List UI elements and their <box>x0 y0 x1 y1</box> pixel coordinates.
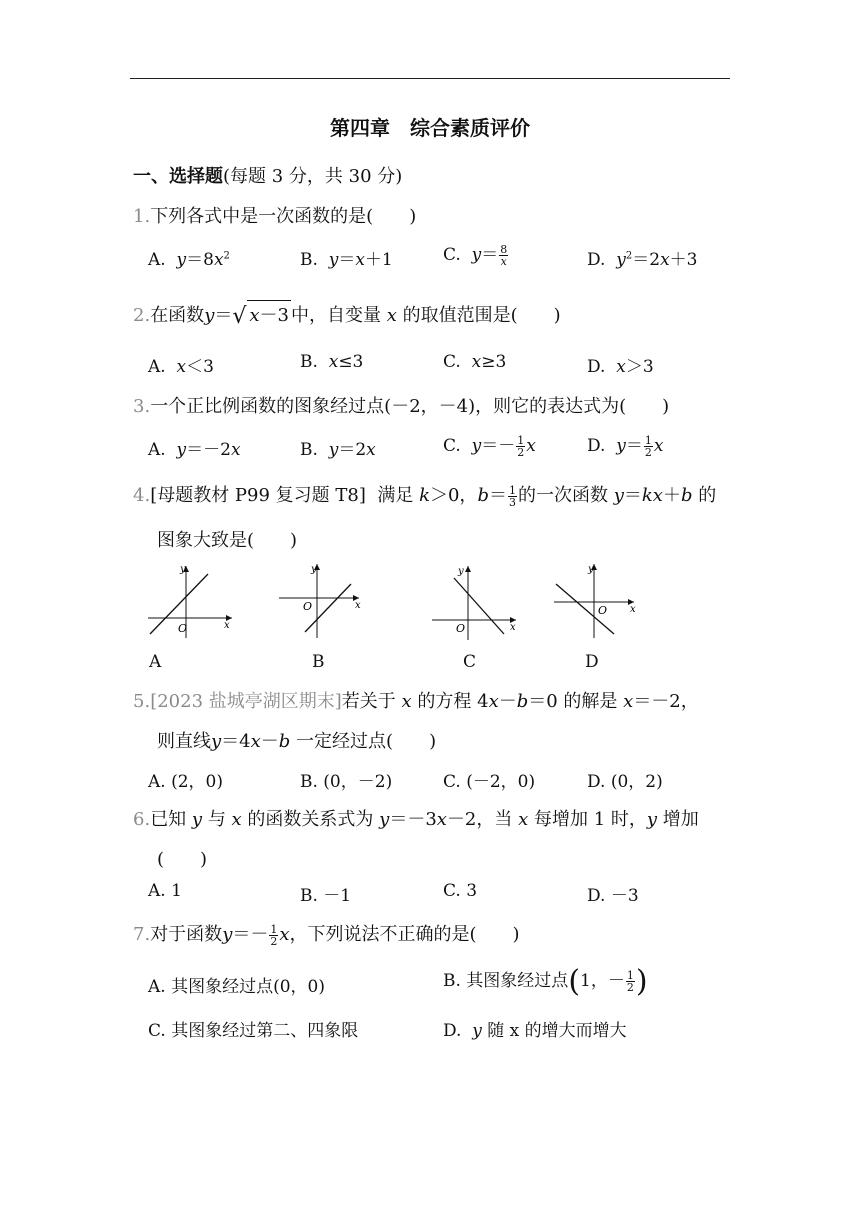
question-3 <box>133 392 669 418</box>
question-4-line2: 图象大致是( ) <box>157 530 298 551</box>
question-number: 3. <box>133 396 151 417</box>
q3-option-b: B. y＝2x <box>300 440 376 460</box>
header-rule <box>130 78 730 79</box>
q3-option-d: D. y＝ $\frac{1}{2}$ x <box>587 434 664 459</box>
question-7: 7.对于函数y＝－ $\frac{1}{2}$ x，下列说法不正确的是( ) <box>133 922 520 948</box>
question-5-line2: 则直线y＝4x－b 一定经过点( ) <box>157 731 437 752</box>
question-2: 2.在函数y＝√ x－3 中，自变量 x 的取值范围是( ) <box>133 300 561 329</box>
svg-text:y: y <box>588 564 594 575</box>
question-text: 下列各式中是一次函数的是( ) <box>150 206 417 227</box>
graph-b <box>275 562 375 642</box>
question-1 <box>133 202 416 228</box>
q5-option-a: A. (2，0) <box>148 772 223 792</box>
q1-option-c: C. y＝ $\frac{8}{x}$ <box>443 243 508 268</box>
graph-c <box>428 562 528 642</box>
q2-option-c: C. x≥3 <box>443 352 507 372</box>
q3-option-a: A. y＝－2x <box>148 440 241 460</box>
q7-option-b: B. 其图象经过点(1，－ $\frac{1}{2}$ ) <box>443 964 648 999</box>
svg-text:x: x <box>510 622 516 633</box>
q3-option-c: C. y＝－ $\frac{1}{2}$ x <box>443 434 536 459</box>
svg-text:x: x <box>355 600 361 611</box>
q6-option-b: B. －1 <box>300 886 352 906</box>
question-4: 4.[母题教材 P99 复习题 T8] 满足 k＞0，b＝ $\frac{1}{3}$ 的一次函数 y＝kx＋b 的 <box>133 483 717 509</box>
question-text: 一个正比例函数的图象经过点(－2，－4)，则它的表达式为( ) <box>150 396 670 417</box>
q1-option-d: D. $y^2=2x+3$ <box>587 250 698 270</box>
svg-text:y: y <box>180 564 186 575</box>
question-6-line2: ( ) <box>157 849 208 870</box>
section-label: 一、选择题 <box>133 166 223 187</box>
section-heading <box>133 162 402 188</box>
question-source: [母题教材 P99 复习题 T8] <box>150 485 366 506</box>
q2-option-a: A. x＜3 <box>148 357 214 377</box>
graph-d <box>550 562 650 642</box>
svg-text:x: x <box>630 604 636 615</box>
svg-text:y: y <box>458 566 464 577</box>
q7-option-c: C. 其图象经过第二、四象限 <box>148 1021 359 1041</box>
q7-option-a: A. 其图象经过点(0，0) <box>148 977 325 997</box>
q1-option-b: B. y＝x＋1 <box>300 250 393 270</box>
svg-text:O: O <box>178 622 188 635</box>
question-5: 5.[2023 盐城亭湖区期末]若关于 x 的方程 4x－b＝0 的解是 x＝－2， <box>133 691 699 712</box>
q6-option-a: A. 1 <box>148 881 182 901</box>
q1-option-a: A. $y=8x^2$ <box>148 250 230 270</box>
svg-text:O: O <box>598 604 608 617</box>
q6-option-c: C. 3 <box>443 881 478 901</box>
q2-option-d: D. x＞3 <box>587 357 654 377</box>
q5-option-c: C. (－2，0) <box>443 772 536 792</box>
q5-option-b: B. (0，－2) <box>300 772 393 792</box>
q7-option-d: D. y 随 x 的增大而增大 <box>443 1021 627 1041</box>
question-number: 5. <box>133 691 151 712</box>
q6-option-d: D. －3 <box>587 886 639 906</box>
question-number: 1. <box>133 206 151 227</box>
question-source: [2023 盐城亭湖区期末] <box>150 691 342 712</box>
graph-label-c: C <box>463 652 477 672</box>
graph-label-a: A <box>149 652 162 672</box>
svg-text:x: x <box>224 620 230 631</box>
q5-option-d: D. (0，2) <box>587 772 663 792</box>
svg-text:y: y <box>311 564 317 575</box>
question-6: 6.已知 y 与 x 的函数关系式为 y＝－3x－2，当 x 每增加 1 时，y 增加 <box>133 809 699 830</box>
page-title: 第四章 综合素质评价 <box>330 116 530 140</box>
svg-text:O: O <box>303 600 313 613</box>
question-number: 2. <box>133 305 151 326</box>
q2-option-b: B. x≤3 <box>300 352 364 372</box>
question-number: 4. <box>133 485 151 506</box>
question-number: 7. <box>133 924 151 945</box>
graph-a <box>140 562 240 642</box>
section-note: (每题 3 分，共 30 分) <box>223 166 403 187</box>
question-number: 6. <box>133 809 151 830</box>
graph-label-b: B <box>312 652 325 672</box>
graph-label-d: D <box>585 652 599 672</box>
svg-text:O: O <box>456 622 466 635</box>
